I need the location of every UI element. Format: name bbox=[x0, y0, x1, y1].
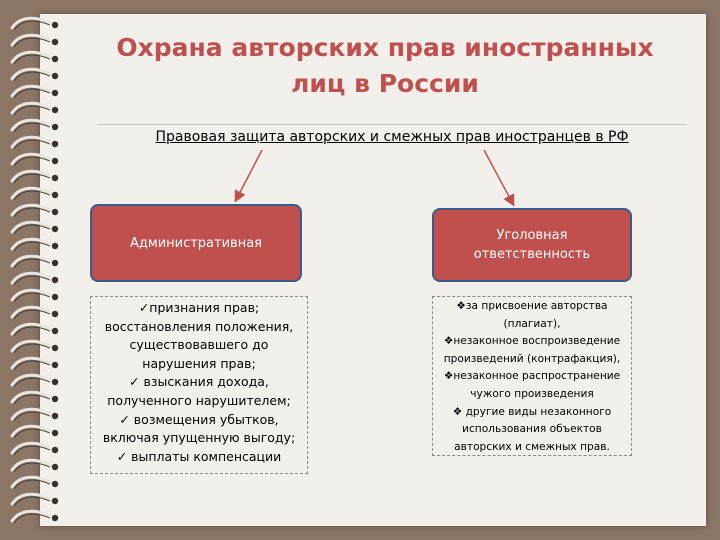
criminal-box bbox=[432, 208, 632, 282]
spiral-ring bbox=[12, 52, 58, 64]
spiral-ring bbox=[12, 307, 58, 319]
title-line-1: Охрана авторских прав иностранных bbox=[116, 33, 654, 62]
spiral-ring bbox=[12, 120, 58, 132]
list-item: произведений (контрафакция), bbox=[443, 352, 621, 365]
spiral-ring bbox=[12, 103, 58, 115]
spiral-ring bbox=[12, 477, 58, 489]
spiral-ring bbox=[12, 426, 58, 438]
spiral-ring bbox=[12, 443, 58, 455]
list-item: ✓ возмещения убытков, bbox=[119, 411, 279, 427]
list-item: авторских и смежных прав. bbox=[454, 440, 610, 453]
list-item: полученного нарушителем; bbox=[107, 392, 291, 408]
spiral-ring bbox=[12, 375, 58, 387]
title-divider bbox=[98, 124, 686, 125]
administrative-remedies-list bbox=[90, 296, 308, 474]
list-item: (плагиат), bbox=[503, 317, 561, 330]
list-item: ❖незаконное воспроизведение bbox=[443, 335, 621, 348]
spiral-ring bbox=[12, 324, 58, 336]
list-item: ❖ другие виды незаконного bbox=[452, 405, 612, 418]
spiral-ring bbox=[12, 35, 58, 47]
spiral-ring bbox=[12, 18, 58, 30]
list-item: ✓ взыскания дохода, bbox=[129, 374, 269, 390]
list-item: ❖незаконное распространение bbox=[443, 370, 621, 383]
spiral-ring bbox=[12, 409, 58, 421]
spiral-ring bbox=[12, 290, 58, 302]
title-line-2: лиц в России bbox=[291, 69, 479, 98]
diagram-root-label: Правовая защита авторских и смежных прав иностранцев в РФ bbox=[155, 129, 629, 145]
list-item: нарушения прав; bbox=[142, 355, 256, 371]
spiral-ring bbox=[12, 205, 58, 217]
spiral-ring bbox=[12, 69, 58, 81]
list-item: ✓признания прав; bbox=[138, 300, 260, 315]
criminal-label bbox=[474, 226, 590, 264]
spiral-ring bbox=[12, 239, 58, 251]
spiral-binding-icon bbox=[6, 14, 82, 526]
spiral-ring bbox=[12, 392, 58, 404]
spiral-ring bbox=[12, 358, 58, 370]
spiral-ring bbox=[12, 188, 58, 200]
administrative-box bbox=[90, 204, 302, 282]
spiral-ring bbox=[12, 154, 58, 166]
spiral-ring bbox=[12, 171, 58, 183]
spiral-ring bbox=[12, 494, 58, 506]
list-item: ❖за присвоение авторства bbox=[456, 300, 608, 312]
spiral-ring bbox=[12, 273, 58, 285]
spiral-ring bbox=[12, 137, 58, 149]
spiral-ring bbox=[12, 256, 58, 268]
criminal-label-line-2: ответственность bbox=[473, 247, 591, 262]
list-item: ✓ выплаты компенсации bbox=[116, 448, 282, 464]
criminal-label-line-1: Уголовная bbox=[496, 228, 568, 243]
list-item: использования объектов bbox=[462, 423, 602, 436]
spiral-ring bbox=[12, 341, 58, 353]
slide-title bbox=[90, 30, 680, 102]
list-item: чужого произведения bbox=[470, 387, 594, 400]
list-item: включая упущенную выгоду; bbox=[102, 430, 296, 446]
spiral-ring bbox=[12, 222, 58, 234]
spiral-ring bbox=[12, 511, 58, 523]
administrative-label: Административная bbox=[130, 235, 262, 251]
spiral-ring bbox=[12, 460, 58, 472]
criminal-offenses-list bbox=[432, 296, 632, 456]
list-item: существовавшего до bbox=[129, 337, 269, 353]
spiral-ring bbox=[12, 86, 58, 98]
list-item: восстановления положения, bbox=[104, 318, 294, 334]
